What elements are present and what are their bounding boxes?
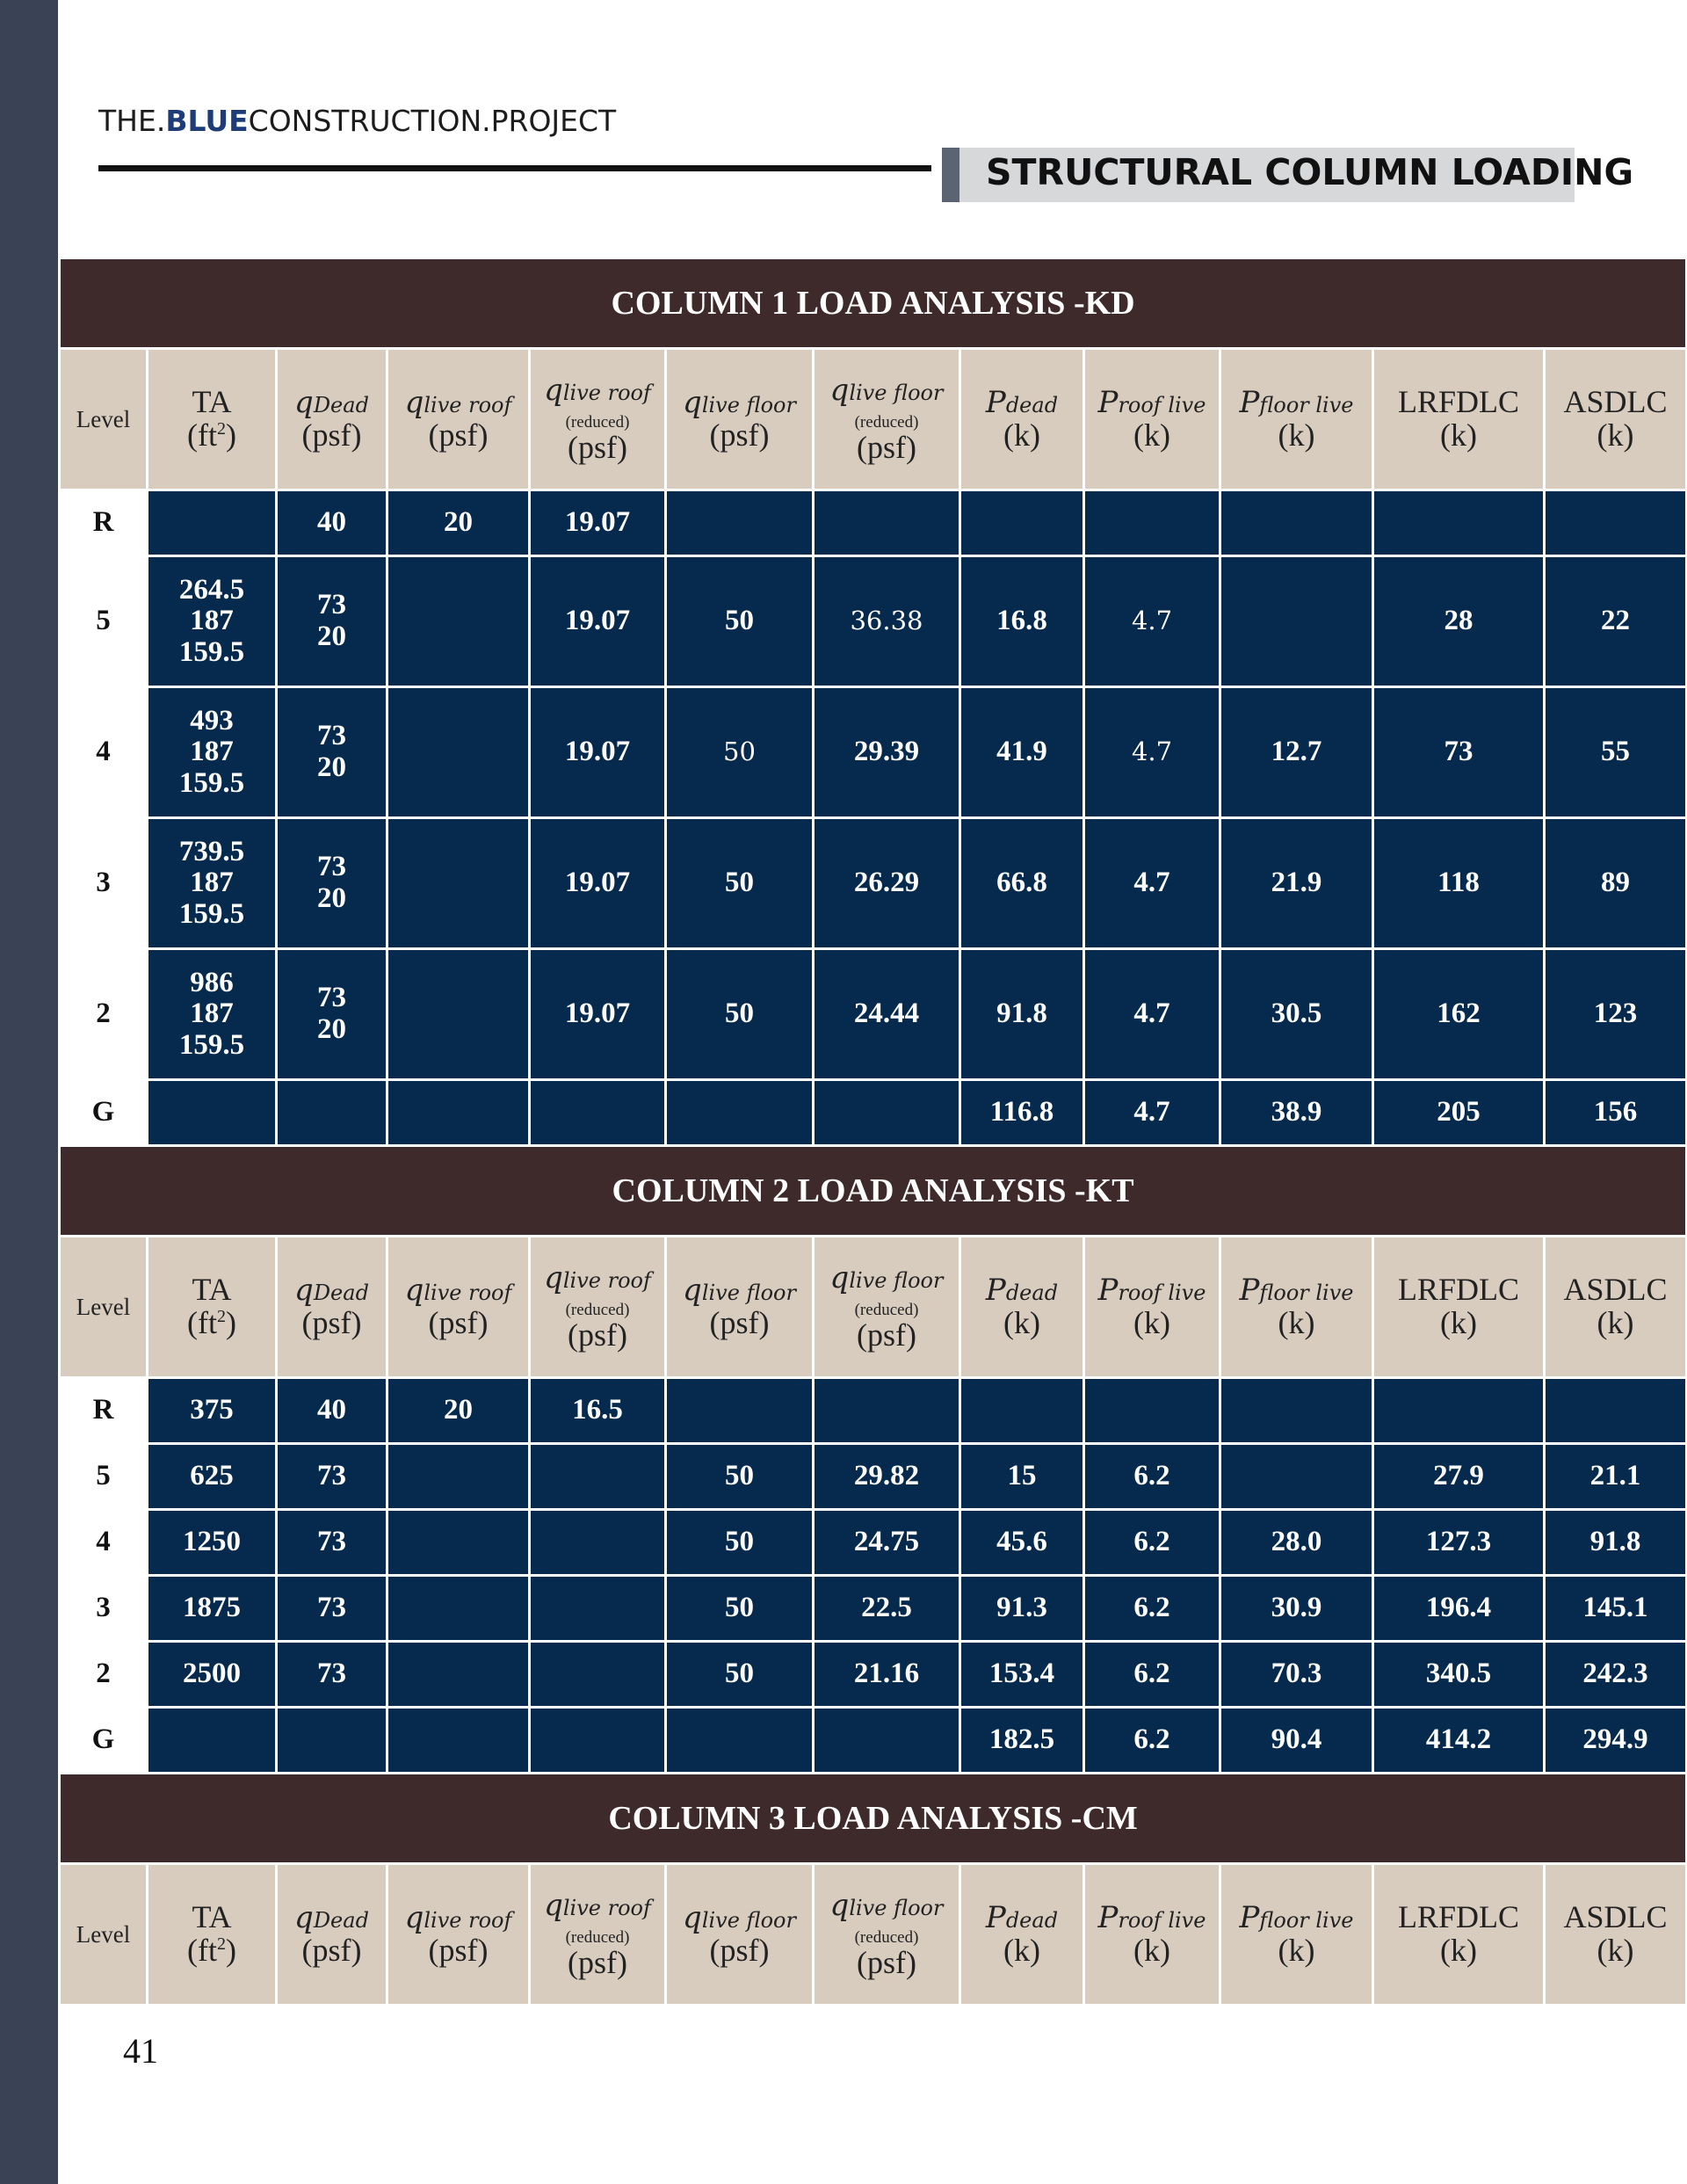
cell-p-roof-live: 6.2 [1084, 1642, 1220, 1708]
cell-q-live-floor: 50 [666, 1444, 814, 1510]
cell-p-dead: 182.5 [960, 1708, 1084, 1774]
cell-q-live-floor-red: 29.39 [814, 687, 960, 818]
table-row [60, 818, 1687, 949]
cell-q-live-floor: 50 [666, 1510, 814, 1576]
cell-asd: 242.3 [1545, 1642, 1687, 1708]
cell-q-live-floor-red: 24.44 [814, 949, 960, 1080]
table-row [60, 1444, 1687, 1510]
cell-q-live-roof-red [530, 1642, 666, 1708]
cell-ta [148, 490, 277, 556]
cell-asd: 55 [1545, 687, 1687, 818]
cell-q-dead: 73 [277, 1444, 387, 1510]
load-analysis-table [58, 257, 1687, 2006]
table-title: COLUMN 2 LOAD ANALYSIS -KT [60, 1146, 1687, 1237]
brand-blue: BLUE [165, 104, 249, 138]
cell-q-live-roof [387, 1576, 530, 1642]
cell-p-roof-live: 4.7 [1084, 687, 1220, 818]
cell-q-live-roof [387, 1080, 530, 1146]
header-ta-label: TA [192, 384, 232, 420]
cell-q-dead [277, 1708, 387, 1774]
header-level [60, 1237, 148, 1378]
cell-q-live-roof [387, 687, 530, 818]
brand-wordmark [98, 104, 616, 138]
header-lrfdlc: LRFDLC (k) [1373, 349, 1545, 490]
cell-q-live-floor [666, 490, 814, 556]
header-level [60, 349, 148, 490]
cell-q-live-floor-red: 21.16 [814, 1642, 960, 1708]
cell-asd: 145.1 [1545, 1576, 1687, 1642]
cell-q-dead: 40 [277, 490, 387, 556]
cell-level: R [60, 490, 148, 556]
header-p-roof-live: Proof live (k) [1084, 1237, 1220, 1378]
cell-q-live-roof [387, 949, 530, 1080]
header-level-label: Level [76, 1293, 131, 1320]
cell-q-live-floor-red: 22.5 [814, 1576, 960, 1642]
cell-lrfd: 414.2 [1373, 1708, 1545, 1774]
cell-p-roof-live: 6.2 [1084, 1444, 1220, 1510]
page-sidebar-band [0, 0, 58, 2184]
cell-q-live-floor-red: 36.38 [814, 556, 960, 687]
load-table-body [60, 258, 1687, 2006]
cell-q-live-floor: 50 [666, 818, 814, 949]
cell-level: G [60, 1708, 148, 1774]
cell-level: 4 [60, 687, 148, 818]
header-ta [148, 1237, 277, 1378]
cell-p-dead: 116.8 [960, 1080, 1084, 1146]
header-p-floor-live: Pfloor live (k) [1220, 1237, 1373, 1378]
cell-lrfd [1373, 490, 1545, 556]
table-header-row [60, 1864, 1687, 2006]
header-q-dead: qDead (psf) [277, 1864, 387, 2006]
cell-p-dead: 66.8 [960, 818, 1084, 949]
table-row [60, 490, 1687, 556]
cell-level: 3 [60, 1576, 148, 1642]
cell-q-live-floor [666, 1378, 814, 1444]
cell-lrfd: 340.5 [1373, 1642, 1545, 1708]
header-p-roof-live: Proof live (k) [1084, 1864, 1220, 2006]
cell-p-roof-live: 4.7 [1084, 949, 1220, 1080]
section-title-accent [942, 148, 959, 202]
cell-lrfd: 162 [1373, 949, 1545, 1080]
cell-ta: 264.5 187 159.5 [148, 556, 277, 687]
cell-level: R [60, 1378, 148, 1444]
cell-p-roof-live [1084, 490, 1220, 556]
cell-p-dead: 153.4 [960, 1642, 1084, 1708]
cell-p-dead: 91.3 [960, 1576, 1084, 1642]
table-row [60, 1642, 1687, 1708]
cell-p-floor-live [1220, 556, 1373, 687]
cell-q-live-roof [387, 1642, 530, 1708]
cell-q-live-floor: 50 [666, 687, 814, 818]
cell-q-live-roof-red: 19.07 [530, 818, 666, 949]
cell-p-dead: 41.9 [960, 687, 1084, 818]
cell-p-dead [960, 1378, 1084, 1444]
header-q-live-roof-reduced: qlive roof (reduced) (psf) [530, 1237, 666, 1378]
cell-level: G [60, 1080, 148, 1146]
cell-q-dead [277, 1080, 387, 1146]
cell-q-live-roof [387, 1444, 530, 1510]
cell-level: 4 [60, 1510, 148, 1576]
cell-p-floor-live: 21.9 [1220, 818, 1373, 949]
header-q-live-floor-reduced: qlive floor (reduced) (psf) [814, 1864, 960, 2006]
cell-p-dead: 16.8 [960, 556, 1084, 687]
cell-level: 5 [60, 556, 148, 687]
cell-p-roof-live: 4.7 [1084, 556, 1220, 687]
cell-asd: 21.1 [1545, 1444, 1687, 1510]
cell-level: 2 [60, 949, 148, 1080]
header-q-live-roof: qlive roof (psf) [387, 1864, 530, 2006]
header-asdlc: ASDLC (k) [1545, 1864, 1687, 2006]
cell-lrfd: 73 [1373, 687, 1545, 818]
cell-level: 2 [60, 1642, 148, 1708]
cell-q-dead: 73 20 [277, 687, 387, 818]
cell-p-roof-live: 6.2 [1084, 1510, 1220, 1576]
cell-q-live-roof [387, 1510, 530, 1576]
cell-asd: 91.8 [1545, 1510, 1687, 1576]
cell-q-live-floor: 50 [666, 1642, 814, 1708]
cell-p-roof-live [1084, 1378, 1220, 1444]
cell-p-dead: 91.8 [960, 949, 1084, 1080]
cell-p-floor-live: 30.9 [1220, 1576, 1373, 1642]
cell-q-live-roof-red: 19.07 [530, 556, 666, 687]
cell-level: 5 [60, 1444, 148, 1510]
cell-q-live-floor-red [814, 1708, 960, 1774]
cell-p-dead: 15 [960, 1444, 1084, 1510]
table-row [60, 1080, 1687, 1146]
cell-q-live-roof-red [530, 1510, 666, 1576]
table-row [60, 687, 1687, 818]
header-ta [148, 1864, 277, 2006]
header-q-live-roof-reduced: qlive roof (reduced) (psf) [530, 349, 666, 490]
table-row [60, 1708, 1687, 1774]
table-title-row [60, 258, 1687, 349]
header-q-live-floor-reduced: qlive floor (reduced) (psf) [814, 1237, 960, 1378]
cell-p-floor-live: 12.7 [1220, 687, 1373, 818]
table-row [60, 1510, 1687, 1576]
cell-ta [148, 1080, 277, 1146]
cell-p-roof-live: 4.7 [1084, 1080, 1220, 1146]
header-lrfdlc: LRFDLC (k) [1373, 1237, 1545, 1378]
header-p-roof-live: Proof live (k) [1084, 349, 1220, 490]
cell-q-live-roof-red: 19.07 [530, 687, 666, 818]
cell-ta: 986 187 159.5 [148, 949, 277, 1080]
cell-asd: 156 [1545, 1080, 1687, 1146]
cell-p-floor-live [1220, 1444, 1373, 1510]
header-ta [148, 349, 277, 490]
header-rule [98, 165, 931, 171]
cell-q-dead: 73 20 [277, 818, 387, 949]
cell-p-dead [960, 490, 1084, 556]
cell-ta: 375 [148, 1378, 277, 1444]
cell-p-floor-live: 90.4 [1220, 1708, 1373, 1774]
header-ta-unit: $(ft^2)$ [187, 417, 236, 453]
cell-q-live-roof-red: 19.07 [530, 949, 666, 1080]
cell-p-floor-live: 70.3 [1220, 1642, 1373, 1708]
cell-q-live-floor [666, 1080, 814, 1146]
section-title: STRUCTURAL COLUMN LOADING [986, 151, 1634, 193]
cell-q-live-roof [387, 818, 530, 949]
cell-q-live-floor-red: 24.75 [814, 1510, 960, 1576]
header-p-dead: Pdead (k) [960, 1237, 1084, 1378]
header-q-live-roof-reduced: qlive roof (reduced) (psf) [530, 1864, 666, 2006]
header-q-live-floor: qlive floor (psf) [666, 1864, 814, 2006]
header-ta-unit: $(ft^2)$ [187, 1305, 236, 1340]
cell-lrfd: 118 [1373, 818, 1545, 949]
table-title: COLUMN 1 LOAD ANALYSIS -KD [60, 258, 1687, 349]
cell-asd [1545, 490, 1687, 556]
cell-q-live-roof-red [530, 1444, 666, 1510]
cell-level: 3 [60, 818, 148, 949]
header-p-floor-live: Pfloor live (k) [1220, 349, 1373, 490]
table-header-row [60, 1237, 1687, 1378]
cell-q-dead: 73 [277, 1642, 387, 1708]
header-ta-unit: $(ft^2)$ [187, 1933, 236, 1968]
header-q-live-roof: qlive roof (psf) [387, 1237, 530, 1378]
cell-q-live-roof: 20 [387, 1378, 530, 1444]
header-p-floor-live: Pfloor live (k) [1220, 1864, 1373, 2006]
cell-q-live-floor: 50 [666, 949, 814, 1080]
cell-q-live-floor-red: 26.29 [814, 818, 960, 949]
header-level [60, 1864, 148, 2006]
cell-ta: 739.5 187 159.5 [148, 818, 277, 949]
header-q-live-floor: qlive floor (psf) [666, 349, 814, 490]
header-asdlc: ASDLC (k) [1545, 1237, 1687, 1378]
cell-p-floor-live: 30.5 [1220, 949, 1373, 1080]
cell-q-dead: 73 20 [277, 556, 387, 687]
header-q-dead: qDead (psf) [277, 1237, 387, 1378]
header-q-live-floor: qlive floor (psf) [666, 1237, 814, 1378]
brand-prefix: THE. [98, 104, 166, 138]
cell-q-live-roof-red [530, 1080, 666, 1146]
cell-q-live-floor: 50 [666, 1576, 814, 1642]
cell-ta: 2500 [148, 1642, 277, 1708]
cell-q-dead: 73 20 [277, 949, 387, 1080]
cell-asd: 294.9 [1545, 1708, 1687, 1774]
cell-q-live-floor-red [814, 1080, 960, 1146]
cell-q-live-roof-red [530, 1708, 666, 1774]
header-ta-label: TA [192, 1272, 232, 1308]
cell-q-live-floor-red: 29.82 [814, 1444, 960, 1510]
cell-q-live-roof-red [530, 1576, 666, 1642]
header-p-dead: Pdead (k) [960, 349, 1084, 490]
cell-asd: 123 [1545, 949, 1687, 1080]
cell-ta: 493 187 159.5 [148, 687, 277, 818]
cell-p-roof-live: 4.7 [1084, 818, 1220, 949]
table-header-row [60, 349, 1687, 490]
cell-lrfd [1373, 1378, 1545, 1444]
table-row [60, 949, 1687, 1080]
header-q-live-roof: qlive roof (psf) [387, 349, 530, 490]
page-number: 41 [123, 2031, 158, 2071]
cell-q-dead: 73 [277, 1510, 387, 1576]
cell-p-floor-live [1220, 490, 1373, 556]
cell-lrfd: 27.9 [1373, 1444, 1545, 1510]
table-title: COLUMN 3 LOAD ANALYSIS -CM [60, 1774, 1687, 1864]
table-row [60, 556, 1687, 687]
header-p-dead: Pdead (k) [960, 1864, 1084, 2006]
cell-q-dead: 40 [277, 1378, 387, 1444]
table-title-row [60, 1146, 1687, 1237]
cell-q-live-roof-red: 16.5 [530, 1378, 666, 1444]
cell-lrfd: 205 [1373, 1080, 1545, 1146]
cell-p-floor-live: 38.9 [1220, 1080, 1373, 1146]
cell-q-live-roof: 20 [387, 490, 530, 556]
table-row [60, 1576, 1687, 1642]
section-title-tab [942, 148, 1634, 202]
cell-lrfd: 196.4 [1373, 1576, 1545, 1642]
cell-lrfd: 127.3 [1373, 1510, 1545, 1576]
cell-q-live-floor [666, 1708, 814, 1774]
cell-p-floor-live [1220, 1378, 1373, 1444]
cell-asd: 22 [1545, 556, 1687, 687]
header-level-label: Level [76, 405, 131, 432]
header-asdlc: ASDLC (k) [1545, 349, 1687, 490]
cell-p-roof-live: 6.2 [1084, 1708, 1220, 1774]
cell-p-roof-live: 6.2 [1084, 1576, 1220, 1642]
cell-ta: 625 [148, 1444, 277, 1510]
cell-asd [1545, 1378, 1687, 1444]
cell-lrfd: 28 [1373, 556, 1545, 687]
cell-ta: 1250 [148, 1510, 277, 1576]
brand-suffix: CONSTRUCTION.PROJECT [248, 104, 617, 138]
cell-q-dead: 73 [277, 1576, 387, 1642]
cell-q-live-floor-red [814, 1378, 960, 1444]
cell-p-dead: 45.6 [960, 1510, 1084, 1576]
cell-q-live-roof [387, 556, 530, 687]
cell-q-live-floor: 50 [666, 556, 814, 687]
cell-ta: 1875 [148, 1576, 277, 1642]
table-title-row [60, 1774, 1687, 1864]
header-q-live-floor-reduced: qlive floor (reduced) (psf) [814, 349, 960, 490]
cell-ta [148, 1708, 277, 1774]
header-level-label: Level [76, 1920, 131, 1948]
table-row [60, 1378, 1687, 1444]
header-ta-label: TA [192, 1899, 232, 1935]
header-q-dead: qDead (psf) [277, 349, 387, 490]
cell-asd: 89 [1545, 818, 1687, 949]
cell-q-live-floor-red [814, 490, 960, 556]
cell-p-floor-live: 28.0 [1220, 1510, 1373, 1576]
header-lrfdlc: LRFDLC (k) [1373, 1864, 1545, 2006]
cell-q-live-roof-red: 19.07 [530, 490, 666, 556]
cell-q-live-roof [387, 1708, 530, 1774]
load-tables [58, 257, 1685, 2006]
